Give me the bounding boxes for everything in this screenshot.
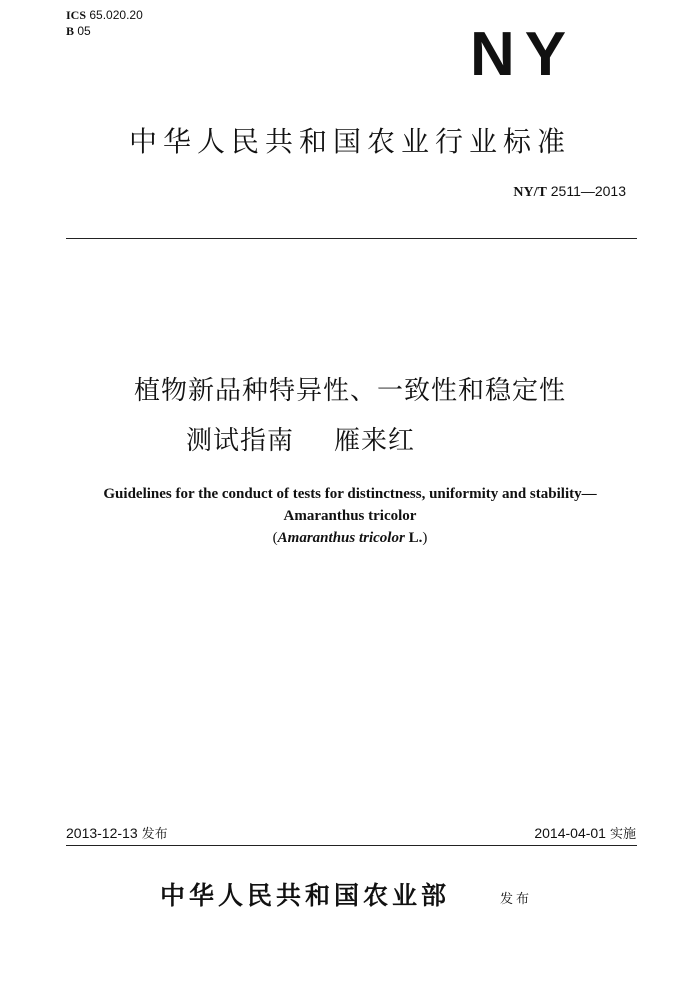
species-latin-name: Amaranthus tricolor	[277, 530, 405, 546]
standard-number-value: 2511—2013	[550, 183, 626, 199]
standard-number-prefix: NY/T	[513, 185, 547, 200]
title-en-line3	[0, 530, 700, 547]
issue-date	[66, 823, 168, 842]
ics-code	[66, 7, 143, 23]
title-cn-line2	[186, 420, 415, 457]
issuing-ministry: 中华人民共和国农业部	[160, 881, 451, 910]
standard-number	[513, 183, 626, 201]
ccs-code	[66, 23, 143, 39]
title-en-line2: Amaranthus tricolor	[283, 508, 417, 524]
footer-divider	[66, 845, 637, 846]
standard-category-title: 中华人民共和国农业行业标准	[128, 125, 571, 158]
title-en-line1: Guidelines for the conduct of tests for distinctness, uniformity and stability—	[103, 486, 597, 502]
classification-codes	[66, 7, 143, 39]
species-author: L.	[404, 530, 423, 546]
issue-date-label: 发布	[141, 827, 168, 842]
ccs-value: 05	[77, 24, 91, 38]
ny-logo: NY	[470, 20, 577, 89]
title-cn-line2-main: 测试指南	[186, 426, 295, 456]
implement-date	[534, 823, 636, 842]
ics-value: 65.020.20	[89, 8, 143, 22]
implement-date-value: 2014-04-01	[534, 825, 606, 841]
paren-close: )	[422, 530, 428, 546]
implement-date-label: 实施	[609, 827, 636, 842]
header-divider	[66, 238, 637, 239]
ccs-label: B	[66, 24, 75, 38]
paren-open: (	[272, 530, 278, 546]
issue-date-value: 2013-12-13	[66, 825, 138, 841]
ics-label: ICS	[66, 8, 87, 22]
publish-label: 发布	[500, 892, 533, 907]
title-cn-line1: 植物新品种特异性、一致性和稳定性	[133, 376, 566, 406]
title-cn-line2-species: 雁来红	[334, 426, 416, 456]
